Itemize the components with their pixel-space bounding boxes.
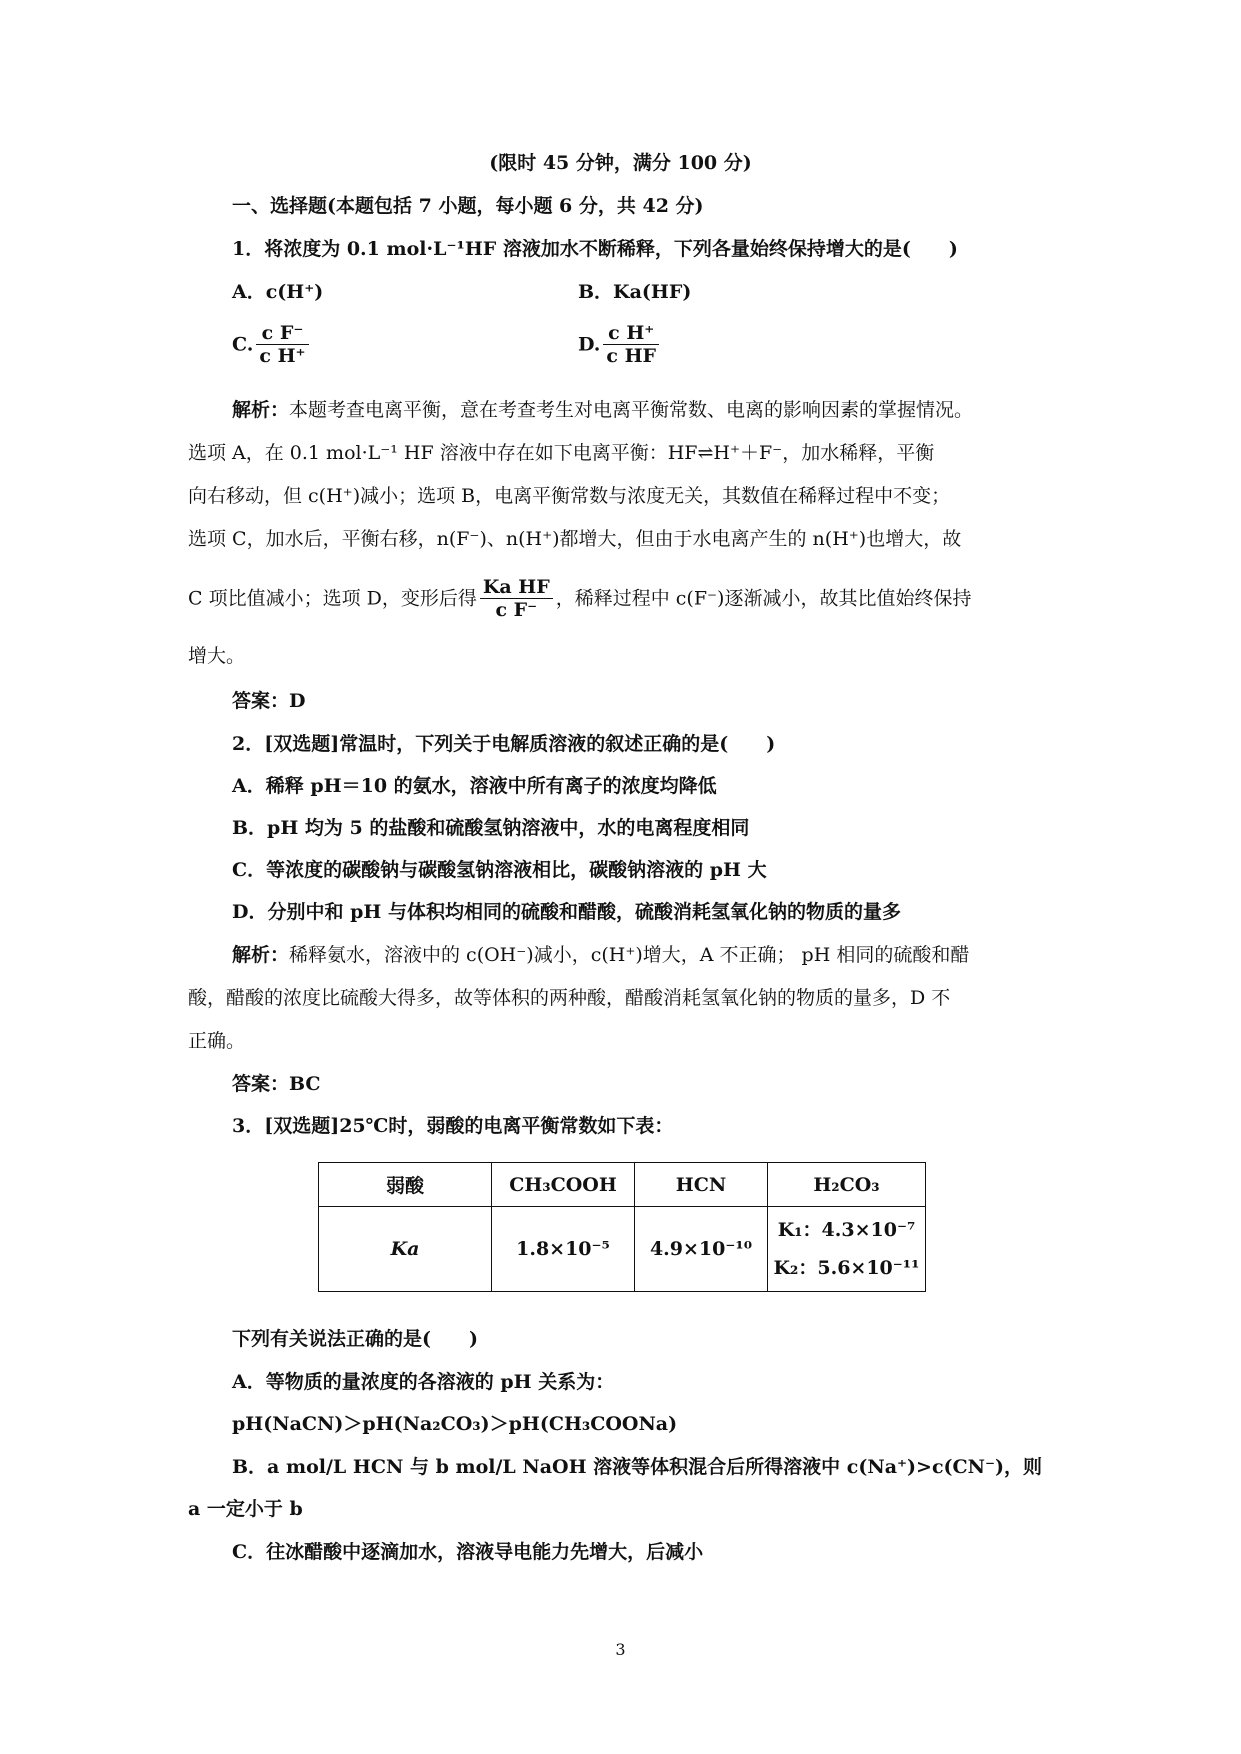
page-number: 3	[615, 1640, 626, 1659]
q1-stem: 1．将浓度为 0.1 mol·L⁻¹HF 溶液加水不断稀释，下列各量始终保持增大的是( )	[232, 238, 958, 260]
q3-option-a-line-2: pH(NaCN)＞pH(Na₂CO₃)＞pH(CH₃COONa)	[232, 1413, 678, 1435]
ka-table-header-acid: 弱酸	[319, 1163, 492, 1207]
q1-option-a: A．c(H⁺)	[232, 281, 324, 303]
ka-table-header-h2co3: H₂CO₃	[768, 1163, 926, 1207]
q1-answer: 答案：D	[232, 690, 306, 712]
q1-analysis-line-5	[188, 576, 971, 621]
q3-prompt: 下列有关说法正确的是( )	[232, 1328, 478, 1350]
q1-option-c-fraction	[256, 322, 308, 367]
q1-analysis-fraction	[480, 576, 553, 621]
q3-option-b-line-2: a 一定小于 b	[188, 1498, 303, 1520]
q2-option-a: A．稀释 pH＝10 的氨水，溶液中所有离子的浓度均降低	[232, 775, 717, 797]
ka-table-header-ch3cooh: CH₃COOH	[492, 1163, 635, 1207]
q1-option-d-numerator: c H⁺	[603, 322, 659, 345]
q1-analysis-line-2: 选项 A，在 0.1 mol·L⁻¹ HF 溶液中存在如下电离平衡：HF⇌H⁺＋F⁻，加水稀释，平衡	[188, 442, 935, 464]
q1-analysis-label: 解析：	[232, 399, 290, 421]
q3-option-c: C．往冰醋酸中逐滴加水，溶液导电能力先增大，后减小	[232, 1541, 704, 1563]
q1-option-c-denominator: c H⁺	[259, 345, 306, 367]
ka-table-value-row	[319, 1207, 926, 1292]
ka-table-cell-h2co3	[768, 1207, 926, 1292]
section-heading: 一、选择题(本题包括 7 小题，每小题 6 分，共 42 分)	[232, 195, 704, 217]
q2-option-c: C．等浓度的碳酸钠与碳酸氢钠溶液相比，碳酸钠溶液的 pH 大	[232, 859, 767, 881]
q2-analysis-line-3: 正确。	[188, 1030, 246, 1052]
q2-option-d: D．分别中和 pH 与体积均相同的硫酸和醋酸，硫酸消耗氢氧化钠的物质的量多	[232, 901, 901, 923]
q1-analysis-text-1: 本题考查电离平衡，意在考查考生对电离平衡常数、电离的影响因素的掌握情况。	[289, 399, 974, 421]
q2-analysis-line-2: 酸，醋酸的浓度比硫酸大得多，故等体积的两种酸，醋酸消耗氢氧化钠的物质的量多，D 不	[188, 987, 951, 1009]
q1-analysis-fraction-numerator: Ka HF	[480, 576, 553, 599]
q1-option-d-label: D.	[578, 333, 601, 356]
ka-table-h2co3-k2: K₂：5.6×10⁻¹¹	[773, 1257, 920, 1279]
ka-table-header-row	[319, 1163, 926, 1207]
q1-option-d	[578, 322, 662, 367]
q1-analysis-text-5a: C 项比值减小；选项 D，变形后得	[188, 587, 477, 610]
q3-stem: 3．[双选题]25℃时，弱酸的电离平衡常数如下表：	[232, 1115, 674, 1137]
q1-option-c	[232, 322, 312, 367]
q1-analysis-text-5b: ，稀释过程中 c(F⁻)逐渐减小，故其比值始终保持	[555, 587, 972, 610]
ka-table-h2co3-k1: K₁：4.3×10⁻⁷	[777, 1219, 916, 1241]
q2-answer: 答案：BC	[232, 1073, 321, 1095]
q1-option-c-numerator: c F⁻	[256, 322, 308, 345]
q2-analysis-label: 解析：	[232, 944, 290, 966]
q1-analysis-line-3: 向右移动，但 c(H⁺)减小；选项 B，电离平衡常数与浓度无关，其数值在稀释过程中不变；	[188, 485, 951, 507]
q1-analysis-line-6: 增大。	[188, 645, 246, 667]
q1-option-d-fraction	[603, 322, 659, 367]
q2-stem: 2．[双选题]常温时，下列关于电解质溶液的叙述正确的是( )	[232, 733, 776, 755]
ka-table-row-label: Ka	[319, 1207, 492, 1292]
q1-option-b: B．Ka(HF)	[578, 281, 692, 303]
q1-analysis-line-1	[232, 398, 973, 422]
q1-analysis-fraction-denominator: c F⁻	[495, 599, 538, 621]
ka-table-cell-hcn: 4.9×10⁻¹⁰	[635, 1207, 768, 1292]
q3-option-a-line-1: A．等物质的量浓度的各溶液的 pH 关系为：	[232, 1371, 615, 1393]
ka-table	[318, 1162, 926, 1292]
q1-option-d-denominator: c HF	[606, 345, 657, 367]
q1-option-c-label: C.	[232, 333, 254, 356]
q3-option-b-line-1: B．a mol/L HCN 与 b mol/L NaOH 溶液等体积混合后所得溶液中 c(Na⁺)>c(CN⁻)，则	[232, 1456, 1043, 1478]
time-limit-header: (限时 45 分钟，满分 100 分)	[489, 152, 752, 174]
q2-analysis-text-1: 稀释氨水，溶液中的 c(OH⁻)减小，c(H⁺)增大，A 不正确； pH 相同的硫酸和醋	[289, 944, 970, 966]
q1-analysis-line-4: 选项 C，加水后，平衡右移，n(F⁻)、n(H⁺)都增大，但由于水电离产生的 n(H⁺)也增大，故	[188, 528, 962, 550]
q2-analysis-line-1	[232, 943, 969, 967]
ka-table-header-hcn: HCN	[635, 1163, 768, 1207]
ka-table-cell-ch3cooh: 1.8×10⁻⁵	[492, 1207, 635, 1292]
q2-option-b: B．pH 均为 5 的盐酸和硫酸氢钠溶液中，水的电离程度相同	[232, 817, 750, 839]
